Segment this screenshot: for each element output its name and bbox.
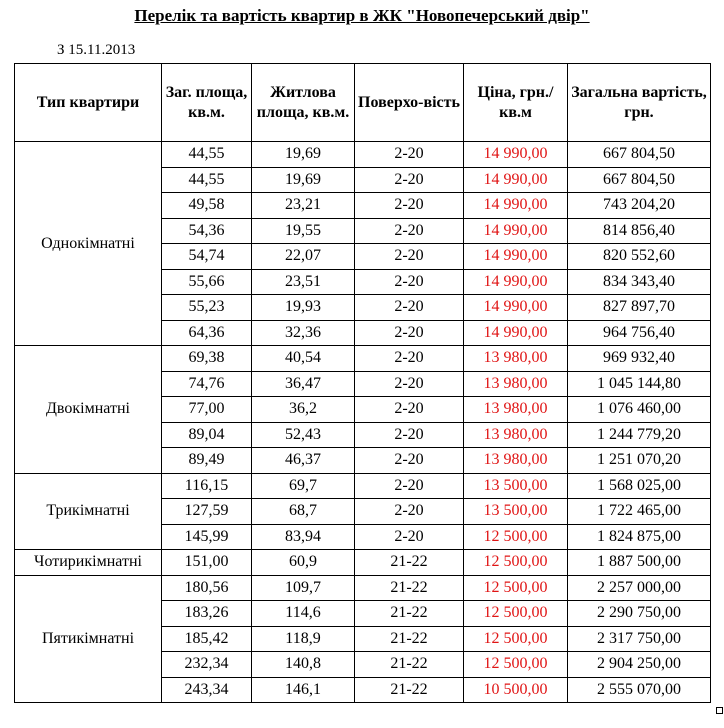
cell-total-cost: 969 932,40 (568, 346, 711, 372)
cell-price: 14 990,00 (464, 295, 568, 321)
cell-total-cost: 1 251 070,20 (568, 448, 711, 474)
cell-price: 13 500,00 (464, 499, 568, 525)
cell-total-area: 69,38 (162, 346, 252, 372)
cell-floors: 2-20 (355, 422, 464, 448)
cell-total-area: 54,74 (162, 244, 252, 270)
cell-price: 13 500,00 (464, 473, 568, 499)
cell-living-area: 68,7 (252, 499, 355, 525)
cell-total-area: 55,23 (162, 295, 252, 321)
cell-floors: 21-22 (355, 652, 464, 678)
cell-floors: 21-22 (355, 626, 464, 652)
cell-price: 14 990,00 (464, 218, 568, 244)
cell-living-area: 83,94 (252, 524, 355, 550)
table-row (15, 346, 711, 372)
cell-living-area: 19,69 (252, 167, 355, 193)
cell-total-area: 183,26 (162, 601, 252, 627)
cell-floors: 2-20 (355, 346, 464, 372)
cell-apartment-type: Однокімнатні (15, 142, 162, 346)
cell-living-area: 19,69 (252, 142, 355, 168)
cell-living-area: 32,36 (252, 320, 355, 346)
cell-total-cost: 1 824 875,00 (568, 524, 711, 550)
cell-total-area: 145,99 (162, 524, 252, 550)
cell-apartment-type: Чотирикімнатні (15, 550, 162, 576)
cell-total-area: 77,00 (162, 397, 252, 423)
cell-total-cost: 2 904 250,00 (568, 652, 711, 678)
cell-total-area: 64,36 (162, 320, 252, 346)
cell-total-area: 151,00 (162, 550, 252, 576)
cell-living-area: 146,1 (252, 677, 355, 703)
cell-price: 13 980,00 (464, 448, 568, 474)
cell-living-area: 23,51 (252, 269, 355, 295)
cell-living-area: 109,7 (252, 575, 355, 601)
cell-living-area: 22,07 (252, 244, 355, 270)
cell-living-area: 52,43 (252, 422, 355, 448)
cell-total-cost: 834 343,40 (568, 269, 711, 295)
cell-apartment-type: Пятикімнатні (15, 575, 162, 703)
cell-price: 12 500,00 (464, 524, 568, 550)
cell-price: 10 500,00 (464, 677, 568, 703)
cell-price: 14 990,00 (464, 193, 568, 219)
cell-floors: 2-20 (355, 167, 464, 193)
resize-handle[interactable] (716, 707, 723, 714)
cell-price: 12 500,00 (464, 626, 568, 652)
cell-price: 12 500,00 (464, 652, 568, 678)
cell-floors: 2-20 (355, 244, 464, 270)
cell-floors: 2-20 (355, 142, 464, 168)
cell-living-area: 46,37 (252, 448, 355, 474)
cell-floors: 2-20 (355, 218, 464, 244)
cell-total-area: 232,34 (162, 652, 252, 678)
cell-total-cost: 814 856,40 (568, 218, 711, 244)
cell-floors: 21-22 (355, 677, 464, 703)
cell-living-area: 40,54 (252, 346, 355, 372)
cell-floors: 2-20 (355, 320, 464, 346)
cell-floors: 21-22 (355, 550, 464, 576)
cell-price: 14 990,00 (464, 269, 568, 295)
cell-price: 13 980,00 (464, 422, 568, 448)
cell-living-area: 19,93 (252, 295, 355, 321)
cell-price: 14 990,00 (464, 142, 568, 168)
cell-total-cost: 1 076 460,00 (568, 397, 711, 423)
cell-total-area: 44,55 (162, 142, 252, 168)
cell-floors: 2-20 (355, 473, 464, 499)
cell-price: 14 990,00 (464, 320, 568, 346)
cell-price: 13 980,00 (464, 346, 568, 372)
cell-apartment-type: Трикімнатні (15, 473, 162, 550)
effective-date: З 15.11.2013 (57, 42, 136, 58)
cell-living-area: 36,2 (252, 397, 355, 423)
header-total-area: Заг. площа, кв.м. (162, 64, 252, 142)
table-body (15, 142, 711, 703)
cell-total-cost: 820 552,60 (568, 244, 711, 270)
apartments-table (14, 63, 711, 703)
document-title: Перелік та вартість квартир в ЖК "Новопечерський двір" (134, 6, 590, 25)
cell-price: 12 500,00 (464, 601, 568, 627)
cell-floors: 21-22 (355, 601, 464, 627)
cell-living-area: 23,21 (252, 193, 355, 219)
cell-living-area: 36,47 (252, 371, 355, 397)
cell-price: 14 990,00 (464, 244, 568, 270)
cell-floors: 2-20 (355, 397, 464, 423)
cell-floors: 2-20 (355, 524, 464, 550)
header-floors: Поверхо-вість (355, 64, 464, 142)
cell-total-cost: 1 568 025,00 (568, 473, 711, 499)
header-price: Ціна, грн./кв.м (464, 64, 568, 142)
header-type: Тип квартири (15, 64, 162, 142)
cell-apartment-type: Двокімнатні (15, 346, 162, 474)
cell-total-area: 185,42 (162, 626, 252, 652)
table-row (15, 550, 711, 576)
cell-total-cost: 1 722 465,00 (568, 499, 711, 525)
cell-price: 14 990,00 (464, 167, 568, 193)
cell-floors: 2-20 (355, 448, 464, 474)
cell-total-area: 55,66 (162, 269, 252, 295)
cell-total-area: 89,04 (162, 422, 252, 448)
cell-living-area: 69,7 (252, 473, 355, 499)
table-row (15, 575, 711, 601)
cell-total-area: 180,56 (162, 575, 252, 601)
cell-floors: 2-20 (355, 499, 464, 525)
cell-total-cost: 2 257 000,00 (568, 575, 711, 601)
cell-total-cost: 964 756,40 (568, 320, 711, 346)
cell-floors: 2-20 (355, 269, 464, 295)
cell-total-area: 243,34 (162, 677, 252, 703)
cell-price: 12 500,00 (464, 550, 568, 576)
header-total-cost: Загальна вартість, грн. (568, 64, 711, 142)
cell-total-area: 116,15 (162, 473, 252, 499)
table-header-row (15, 64, 711, 142)
cell-price: 13 980,00 (464, 397, 568, 423)
cell-total-area: 74,76 (162, 371, 252, 397)
cell-price: 13 980,00 (464, 371, 568, 397)
cell-total-cost: 667 804,50 (568, 142, 711, 168)
cell-total-cost: 2 290 750,00 (568, 601, 711, 627)
cell-total-cost: 1 887 500,00 (568, 550, 711, 576)
cell-total-area: 89,49 (162, 448, 252, 474)
cell-living-area: 19,55 (252, 218, 355, 244)
cell-total-cost: 1 244 779,20 (568, 422, 711, 448)
cell-total-area: 49,58 (162, 193, 252, 219)
cell-total-area: 54,36 (162, 218, 252, 244)
cell-total-cost: 2 317 750,00 (568, 626, 711, 652)
cell-total-cost: 827 897,70 (568, 295, 711, 321)
cell-total-cost: 2 555 070,00 (568, 677, 711, 703)
header-living-area: Житлова площа, кв.м. (252, 64, 355, 142)
cell-living-area: 60,9 (252, 550, 355, 576)
cell-total-area: 127,59 (162, 499, 252, 525)
cell-floors: 2-20 (355, 193, 464, 219)
cell-living-area: 118,9 (252, 626, 355, 652)
cell-price: 12 500,00 (464, 575, 568, 601)
cell-living-area: 140,8 (252, 652, 355, 678)
cell-floors: 21-22 (355, 575, 464, 601)
cell-total-cost: 1 045 144,80 (568, 371, 711, 397)
cell-total-area: 44,55 (162, 167, 252, 193)
table-row (15, 473, 711, 499)
cell-floors: 2-20 (355, 295, 464, 321)
cell-total-cost: 667 804,50 (568, 167, 711, 193)
cell-total-cost: 743 204,20 (568, 193, 711, 219)
table-row (15, 142, 711, 168)
cell-floors: 2-20 (355, 371, 464, 397)
cell-living-area: 114,6 (252, 601, 355, 627)
